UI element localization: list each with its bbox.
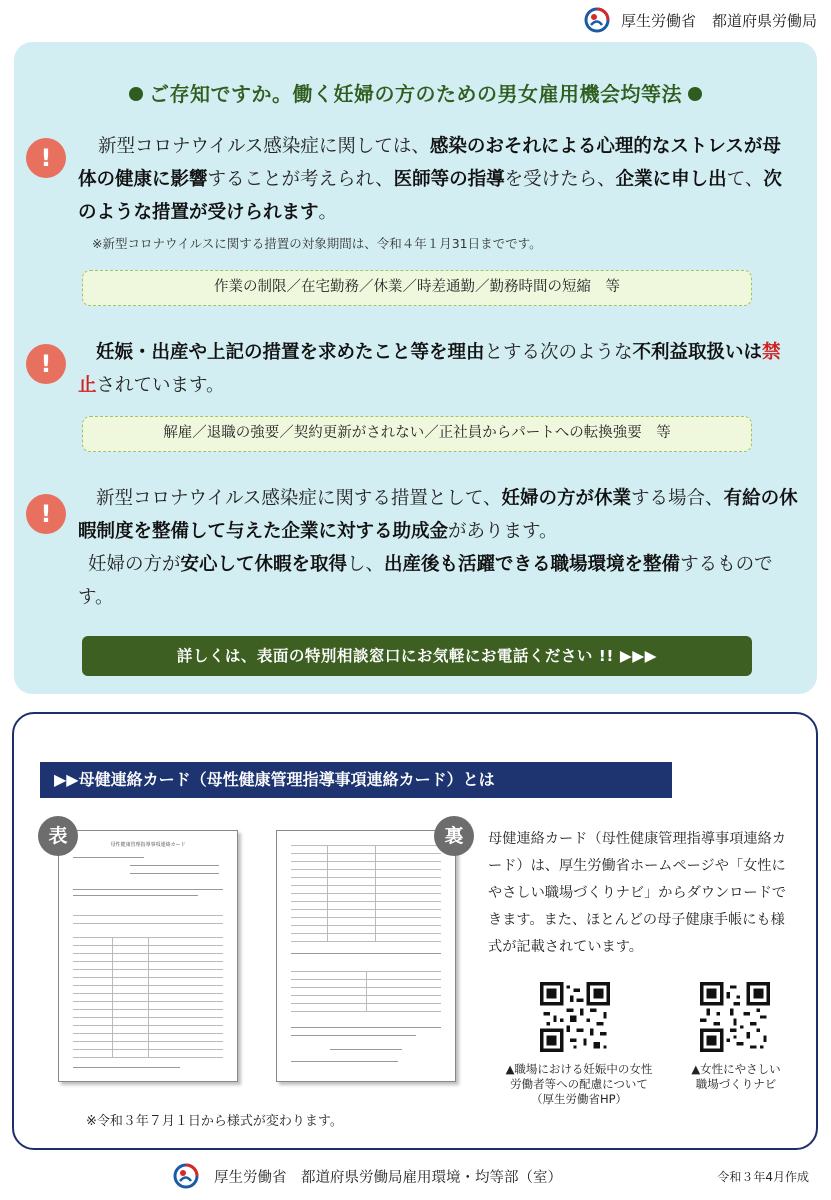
page-footer xyxy=(172,1162,562,1190)
bullet-dot-icon xyxy=(688,87,702,101)
form-change-note: ※令和３年７月１日から様式が変わります。 xyxy=(86,1114,343,1129)
bureau-name: 都道府県労働局 xyxy=(711,11,817,30)
card-section-banner: ▶▶母健連絡カード（母性健康管理指導事項連絡カード）とは xyxy=(40,762,672,798)
exclamation-icon: ! xyxy=(26,344,66,384)
qr-code-mhlw-icon[interactable] xyxy=(540,982,610,1052)
qr-caption-mhlw: ▲職場における妊娠中の女性 労働者等への配慮について （厚生労働省HP） xyxy=(505,1062,653,1106)
back-label-badge: 裏 xyxy=(434,816,474,856)
contact-cta-banner: 詳しくは、表面の特別相談窓口にお気軽にお電話ください !! ▶▶▶ xyxy=(82,636,752,676)
front-label-badge: 表 xyxy=(38,816,78,856)
prohibited-list: 解雇／退職の強要／契約更新がされない／正社員からパートへの転換強要 等 xyxy=(82,416,752,452)
measures-list: 作業の制限／在宅勤務／休業／時差通勤／勤務時間の短縮 等 xyxy=(82,270,752,306)
paragraph-subsidy: 新型コロナウイルス感染症に関する措置として、妊婦の方が休業する場合、有給の休暇制度を整備して与えた企業に対する助成金があります。 妊婦の方が安心して休暇を取得し、出産後も活躍できる職場環境を整備するものです。 xyxy=(78,488,798,608)
panel-title: ご存知ですか。働く妊婦の方のための男女雇用機会均等法 xyxy=(14,78,817,107)
ministry-name: 厚生労働省 xyxy=(620,11,696,30)
period-note: ※新型コロナウイルスに関する措置の対象期間は、令和４年１月31日までです。 xyxy=(92,236,542,251)
paragraph-prohibition: 妊娠・出産や上記の措置を求めたこと等を理由とする次のような不利益取扱いは禁止されています。 xyxy=(78,342,781,396)
card-description: 母健連絡カード（母性健康管理指導事項連絡カード）は、厚生労働省ホームページや「女性にやさしい職場づくりナビ」からダウンロードできます。また、ほとんどの母子健康手帳にも様式が記載されています。 xyxy=(488,831,786,955)
info-panel xyxy=(14,42,817,694)
creation-date: 令和３年4月作成 xyxy=(717,1170,809,1184)
paragraph-covid-measures: 新型コロナウイルス感染症に関しては、感染のおそれによる心理的なストレスが母体の健康に影響することが考えられ、医師等の指導を受けたら、企業に申し出て、次のような措置が受けられます。 xyxy=(78,136,782,223)
page-header xyxy=(583,6,817,34)
mhlw-logo-icon xyxy=(172,1162,200,1190)
footer-org: 厚生労働省 都道府県労働局雇用環境・均等部（室） xyxy=(214,1169,562,1186)
qr-code-navi-icon[interactable] xyxy=(700,982,770,1052)
card-back-image xyxy=(276,830,456,1082)
card-info-section xyxy=(12,712,818,1150)
card-front-image xyxy=(58,830,238,1082)
exclamation-icon: ! xyxy=(26,494,66,534)
bullet-dot-icon xyxy=(129,87,143,101)
qr-caption-navi: ▲女性にやさしい 職場づくりナビ xyxy=(691,1062,781,1091)
card-front-title: 母性健康管理指導事項連絡カード xyxy=(110,842,186,848)
mhlw-logo-icon xyxy=(583,6,611,34)
exclamation-icon: ! xyxy=(26,138,66,178)
